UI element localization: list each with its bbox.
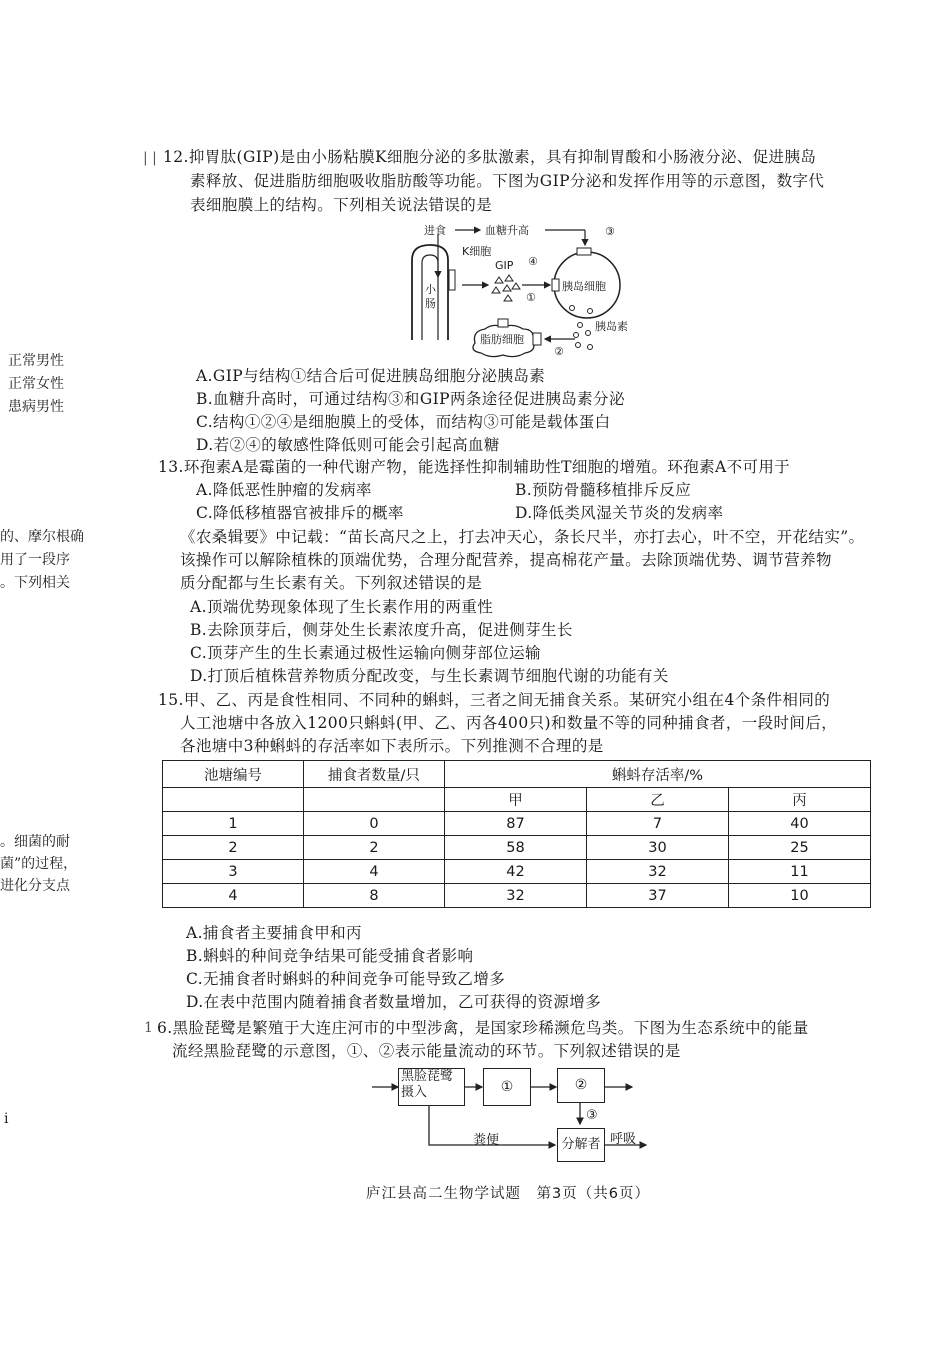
label-islet-cell: 胰岛细胞 — [562, 280, 606, 293]
cell: 30 — [586, 836, 728, 860]
q12-option-a: A.GIP与结构①结合后可促进胰岛细胞分泌胰岛素 — [196, 367, 546, 385]
cell: 3 — [163, 860, 304, 884]
q12-stem-line: 表细胞膜上的结构。下列相关说法错误的是 — [190, 196, 493, 214]
label-fat-cell: 脂肪细胞 — [480, 333, 524, 346]
q15-option-c: C.无捕食者时蝌蚪的种间竞争可能导致乙增多 — [186, 970, 506, 988]
stage-1-box — [483, 1068, 531, 1106]
label-gip: GIP — [495, 259, 514, 272]
margin-text: 。下列相关 — [0, 575, 70, 591]
q15-option-d: D.在表中范围内随着捕食者数量增加，乙可获得的资源增多 — [186, 993, 602, 1011]
table-row — [163, 860, 871, 884]
table-row — [163, 884, 871, 908]
legend-normal-male: 正常男性 — [8, 353, 64, 369]
q12-option-c: C.结构①②④是细胞膜上的受体，而结构③可能是载体蛋白 — [196, 413, 611, 431]
margin-fragment-2 — [0, 831, 77, 897]
label-n3: ③ — [586, 1108, 598, 1123]
legend-affected-male: 患病男性 — [8, 399, 64, 415]
q12-option-d: D.若②④的敏感性降低则可能会引起高血糖 — [196, 436, 500, 454]
subheader-jia: 甲 — [445, 788, 587, 812]
q13-option-a: A.降低恶性肿瘤的发病率 — [196, 481, 372, 499]
cell: 32 — [445, 884, 587, 908]
margin-text: 进化分支点 — [0, 878, 70, 894]
q16-stem-line: 6.黑脸琵鹭是繁殖于大连庄河市的中型涉禽，是国家珍稀濒危鸟类。下图为生态系统中的能量 — [157, 1019, 809, 1037]
cell: 8 — [304, 884, 445, 908]
cell: 2 — [163, 836, 304, 860]
q13-option-c: C.降低移植器官被排斥的概率 — [196, 504, 404, 522]
q15-stem-line: 各池塘中3种蝌蚪的存活率如下表所示。下列推测不合理的是 — [180, 737, 604, 755]
intake-label-line1: 黑脸琵鹭 — [401, 1069, 454, 1084]
label-n1: ① — [526, 291, 536, 304]
label-blood-sugar: 血糖升高 — [485, 224, 529, 237]
cell: 87 — [445, 812, 587, 836]
legend-normal-female: 正常女性 — [8, 376, 64, 392]
q12-stem-line: 素释放、促进脂肪细胞吸收脂肪酸等功能。下图为GIP分泌和发挥作用等的示意图，数字代 — [190, 172, 825, 190]
margin-legend — [8, 350, 64, 419]
q12-gip-diagram — [400, 215, 640, 365]
intake-label-line2: 摄入 — [401, 1085, 428, 1100]
label-respiration: 呼吸 — [610, 1132, 637, 1147]
stage-2-label: ② — [574, 1077, 588, 1093]
label-feces: 粪便 — [473, 1133, 500, 1148]
table-subheader-row — [163, 788, 871, 812]
label-n3: ③ — [605, 225, 615, 238]
label-n4: ④ — [528, 255, 538, 268]
subheader-yi: 乙 — [586, 788, 728, 812]
q14-stem-line: 《农桑辑要》中记载：“苗长高尺之上，打去冲天心，条长尺半，亦打去心，叶不空，开花结实”。 — [180, 528, 865, 546]
margin-text: 用了一段序 — [0, 552, 70, 568]
cell: 25 — [728, 836, 870, 860]
label-intestine: 小肠 — [425, 283, 436, 310]
margin-text: 菌”的过程， — [0, 856, 78, 872]
margin-text: 的、摩尔根确 — [0, 529, 84, 545]
cell: 32 — [586, 860, 728, 884]
decomposer-box — [557, 1128, 605, 1162]
q14-stem-line: 质分配都与生长素有关。下列叙述错误的是 — [180, 574, 483, 592]
page-footer: 庐江县高二生物学试题 第3页（共6页） — [366, 1186, 650, 1202]
q14-option-c: C.顶芽产生的生长素通过极性运输向侧芽部位运输 — [190, 644, 541, 662]
header-predator-count: 捕食者数量/只 — [304, 761, 445, 788]
q14-option-d: D.打顶后植株营养物质分配改变，与生长素调节细胞代谢的功能有关 — [190, 667, 669, 685]
cell: 11 — [728, 860, 870, 884]
cell: 37 — [586, 884, 728, 908]
cell: 2 — [304, 836, 445, 860]
cell: 1 — [163, 812, 304, 836]
margin-fragment-1 — [0, 526, 84, 595]
q16-margin-mark: 1 — [144, 1020, 153, 1036]
label-insulin: 胰岛素 — [595, 320, 628, 333]
empty-cell — [304, 788, 445, 812]
q14-option-a: A.顶端优势现象体现了生长素作用的两重性 — [190, 598, 494, 616]
decomposer-label: 分解者 — [561, 1137, 601, 1152]
label-k-cell: K细胞 — [462, 245, 492, 258]
stage-2-box — [557, 1068, 605, 1103]
q16-stem-line: 流经黑脸琵鹭的示意图，①、②表示能量流动的环节。下列叙述错误的是 — [172, 1042, 681, 1060]
intake-box — [398, 1068, 465, 1106]
q15-survival-table — [162, 760, 871, 908]
cell: 40 — [728, 812, 870, 836]
cell: 10 — [728, 884, 870, 908]
q12-stem-line: 12.抑胃肽(GIP)是由小肠粘膜K细胞分泌的多肽激素，具有抑制胃酸和小肠液分泌、促进胰岛 — [163, 148, 817, 166]
cell: 58 — [445, 836, 587, 860]
q14-stem-line: 该操作可以解除植株的顶端优势，合理分配营养，提高棉花产量。去除顶端优势、调节营养物 — [180, 551, 832, 569]
cell: 7 — [586, 812, 728, 836]
header-survival-rate: 蝌蚪存活率/% — [445, 761, 871, 788]
subheader-bing: 丙 — [728, 788, 870, 812]
q12-option-b: B.血糖升高时，可通过结构③和GIP两条途径促进胰岛素分泌 — [196, 390, 625, 408]
q14-option-b: B.去除顶芽后，侧芽处生长素浓度升高，促进侧芽生长 — [190, 621, 573, 639]
margin-text: 。细菌的耐 — [0, 834, 70, 850]
q15-option-b: B.蝌蚪的种间竞争结果可能受捕食者影响 — [186, 947, 474, 965]
q15-stem-line: 人工池塘中各放入1200只蝌蚪(甲、乙、丙各400只)和数量不等的同种捕食者，一段时间后， — [180, 714, 838, 732]
q15-stem-line: 15.甲、乙、丙是食性相同、不同种的蝌蚪，三者之间无捕食关系。某研究小组在4个条件相同的 — [158, 691, 831, 709]
q13-stem: 13.环孢素A是霉菌的一种代谢产物，能选择性抑制辅助性T细胞的增殖。环孢素A不可用于 — [158, 458, 791, 476]
table-row — [163, 836, 871, 860]
q13-option-b: B.预防骨髓移植排斥反应 — [515, 481, 692, 499]
empty-cell — [163, 788, 304, 812]
label-food: 进食 — [424, 224, 446, 237]
cell: 4 — [163, 884, 304, 908]
label-n2: ② — [554, 345, 564, 358]
cell: 4 — [304, 860, 445, 884]
cell: 0 — [304, 812, 445, 836]
q15-option-a: A.捕食者主要捕食甲和丙 — [186, 924, 362, 942]
q12-margin-mark: | | — [143, 150, 157, 166]
table-header-row — [163, 761, 871, 788]
stage-1-label: ① — [500, 1079, 514, 1095]
q16-energy-flow-diagram — [370, 1060, 660, 1170]
q13-option-d: D.降低类风湿关节炎的发病率 — [515, 504, 724, 522]
header-pond-id: 池塘编号 — [163, 761, 304, 788]
table-row — [163, 812, 871, 836]
cell: 42 — [445, 860, 587, 884]
margin-stray-mark: i — [4, 1111, 9, 1127]
